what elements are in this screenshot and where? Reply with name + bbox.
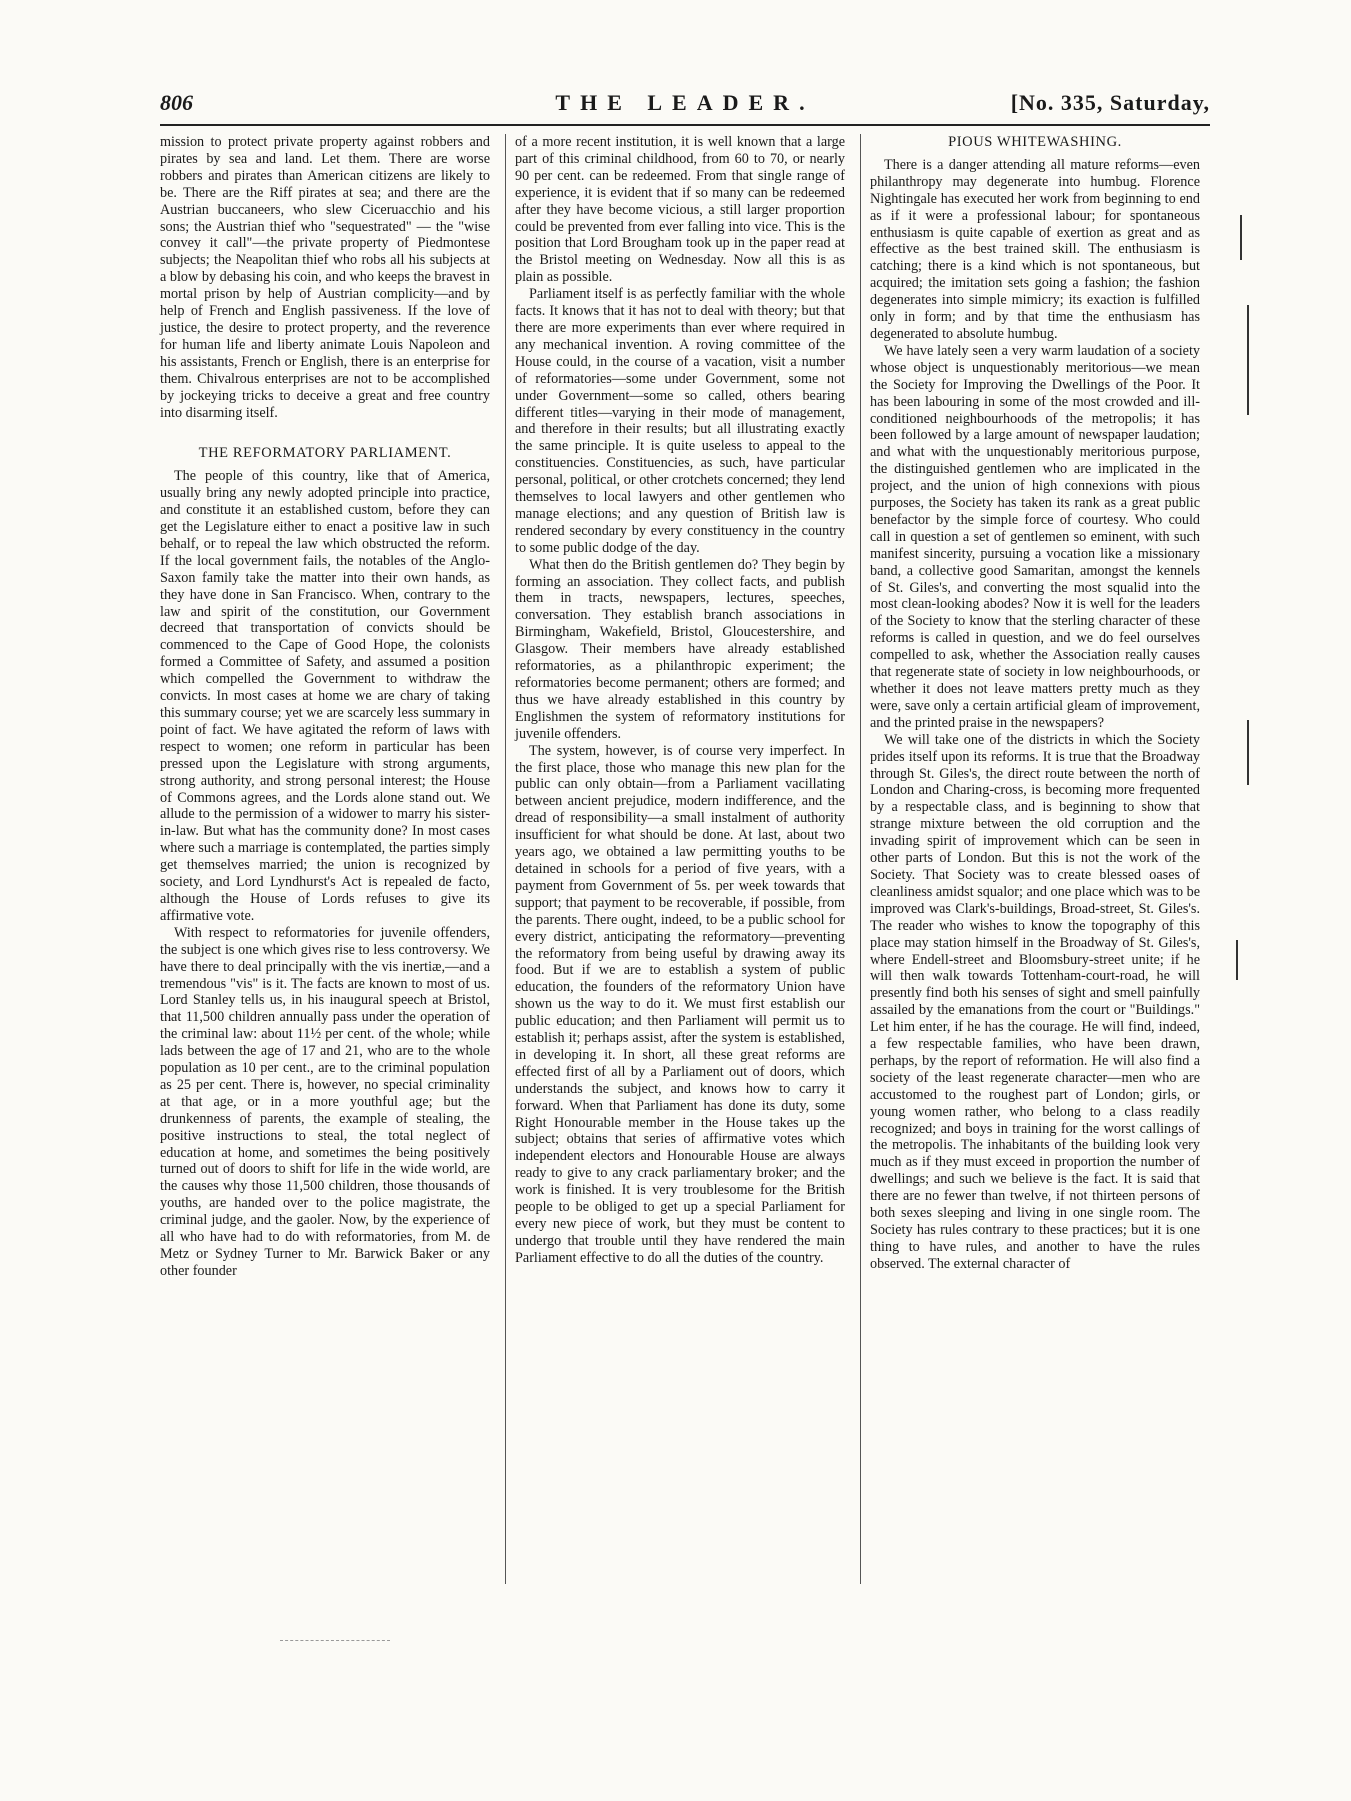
column-3 (870, 134, 1200, 1273)
column-2 (515, 134, 845, 1267)
article-paragraph: There is a danger attending all mature reforms—even philanthropy may degenerate into humbug. Florence Nightingale has executed her work from beginning to end as if it were a professional labour; for spontaneous enthusiasm is quite capable of exertion as great and as effective as the best trained skill. The enthusiasm is catching; there is a kind which is not spontaneous, but acquired; the imitation sets going a fashion; the fashion degenerates into simple mimicry; its exaction is fulfilled only in form; and by that time the enthusiasm has degenerated to absolute humbug. (870, 156, 1200, 342)
article-paragraph: We have lately seen a very warm laudation of a society whose object is unquestionably meritorious—we mean the Society for Improving the Dwellings of the Poor. It has been labouring in some of the most crowded and ill-conditioned neighbourhoods of the metropolis; it has been followed by a large amount of newspaper laudation; and what with the unquestionably meritorious purpose, the distinguished gentlemen who are implicated in the project, and the union of high connexions with pious purposes, the Society has taken its rank as a great public benefactor by the simple force of courtesy. Who could call in question a set of gentlemen so eminent, with such manifest sincerity, pursuing a vocation like a missionary band, a collective good Samaritan, amongst the kennels of St. Giles's, and converting the most squalid into the most clean-looking abodes? Now it is well for the leaders of the Society to know that the sterling character of these reforms is called in question, and we do feel ourselves compelled to ask, whether the Association really causes that regenerate state of society in low neighbourhoods, or whether it does not leave matters pretty much as they were, save only a certain artificial gleam of improvement, and the printed praise in the newspapers? (870, 342, 1200, 731)
page-header (160, 90, 1210, 126)
article-paragraph: With respect to reformatories for juvenile offenders, the subject is one which gives rise to less controversy. We have there to deal principally with the vis inertiæ,—and a tremendous "vis" is it. The facts are known to most of us. Lord Stanley tells us, in his inaugural speech at Bristol, that 11,500 children annually pass under the operation of the criminal law: about 11½ per cent. of the whole; while lads between the age of 17 and 21, who are to the whole population as 10 per cent., are to the criminal population as 25 per cent. There is, however, no special criminality at that age, or in a more youthful age; but the drunkenness of parents, the example of stealing, the positive instructions to steal, the total neglect of education at home, and sometimes the being positively turned out of doors to shift for life in the wide world, are the causes why those 11,500 children, those thousands of youths, are handed over to the police magistrate, the criminal judge, and the gaoler. Now, by the experience of all who have had to do with reformatories, from M. de Metz or Sydney Turner to Mr. Barwick Baker or any other founder (160, 924, 490, 1279)
margin-mark (1247, 720, 1249, 785)
article-paragraph: We will take one of the districts in which the Society prides itself upon its reforms. It is true that the Broadway through St. Giles's, the direct route between the north of London and Charing-cross, is becoming more frequented by a respectable class, and is beginning to show that strange mixture between the old corruption and the invading spirit of improvement which can be seen in other parts of London. But this is not the work of the Society. That Society was to create blessed oases of cleanliness amidst squalor; and one place which was to be improved was Clark's-buildings, Broad-street, St. Giles's. The reader who wishes to know the topography of this place may station himself in the Broadway of St. Giles's, where Endell-street and Bloomsbury-street unite; if he will then walk towards Tottenham-court-road, he will presently find both his senses of sight and smell painfully assailed by the emanations from the court or "Buildings." Let him enter, if he has the courage. He will find, indeed, a few respectable families, who have been drawn, perhaps, by the report of reformation. He will also find a society of the least regenerate character—men who are accustomed to the roughest part of London; girls, or young women rather, who belong to a class readily recognized; and boys in training for the worst callings of the metropolis. The inhabitants of the building look very much as if they must exceed in proportion the number of dwellings; and such we believe is the fact. It is said that there are no fewer than twelve, if not thirteen persons of both sexes sleeping and living in one single room. The Society has rules contrary to these practices; but it is one thing to have rules, and another to have the rules observed. The external character of (870, 731, 1200, 1272)
article-paragraph: mission to protect private property against robbers and pirates by sea and land. Let them. There are worse robbers and pirates than American citizens are likely to be. There are the Riff pirates at sea; and there are the Austrian buccaneers, who slew Ciceruacchio and his sons; the Austrian thief who "sequestrated" — the "wise convey it call"—the private property of Piedmontese subjects; the Neapolitan thief who robs all his subjects at a blow by debasing his coin, and who keeps the bravest in mortal prison by help of Austrian complicity—and by help of French and English passiveness. If the love of justice, the desire to protect property, and the reverence for human life and liberty animate Louis Napoleon and his assistants, French or English, there is an enterprise for them. Chivalrous enterprises are not to be accomplished by jockeying tricks to deceive a great and free country into disarming itself. (160, 134, 490, 421)
margin-mark (1247, 305, 1249, 415)
page-number: 806 (160, 90, 193, 115)
column-1 (160, 134, 490, 1280)
margin-mark (1240, 215, 1242, 260)
article-heading: PIOUS WHITEWASHING. (948, 134, 1122, 150)
article-paragraph: What then do the British gentlemen do? They begin by forming an association. They collect facts, and publish them in tracts, newspapers, lectures, speeches, conversation. They establish branch associations in Birmingham, Wakefield, Bristol, Gloucestershire, and Glasgow. Their members have already established reformatories, as a philanthropic experiment; the reformatories become permanent; others are formed; and thus we have already established in this country by Englishmen the system of reformatory institutions for juvenile offenders. (515, 556, 845, 742)
article-paragraph: The system, however, is of course very imperfect. In the first place, those who manage this new plan for the public can only obtain—from a Parliament vacillating between ancient prejudice, modern indifference, and the dread of responsibility—a small instalment of authority insufficient for what should be done. At last, about two years ago, we obtained a law permitting youths to be detained in schools for a period of five years, with a payment from Government of 5s. per week towards that support; that payment to be recoverable, if possible, from the parents. There ought, indeed, to be a public school for every district, anticipating the reformatory—preventing the reformatory from being useful by drawing away its food. But if we are to establish a system of public education, the founders of the reformatory Union have shown us the way to do it. We must first establish our public education; and then Parliament will permit us to establish it; perhaps assist, after the system is established, in developing it. In short, all these great reforms are effected first of all by a Parliament out of doors, which understands the subject, and knows how to carry it forward. When that Parliament has done its duty, some Right Honourable member in the House takes up the subject; obtains that series of affirmative votes which independent electors and Honourable House are always ready to give to any crack parliamentary broker; and the work is finished. It is very troublesome for the British people to be obliged to get up a special Parliament for every new piece of work, but they must be content to undergo that trouble until they have rendered the main Parliament effective to do all the duties of the country. (515, 742, 845, 1266)
article-heading: THE REFORMATORY PARLIAMENT. (198, 445, 452, 462)
column-divider (860, 134, 861, 1584)
article-paragraph: The people of this country, like that of America, usually bring any newly adopted principle into practice, and constitute it an established custom, before they can get the Legislature either to enact a positive law in such behalf, or to repeal the law which obstructed the reform. If the local government fails, the notables of the Anglo-Saxon family take the matter into their own hands, as they have done in San Francisco. When, contrary to the law and spirit of the constitution, our Government decreed that transportation of convicts should be commenced to the Cape of Good Hope, the colonists formed a Committee of Safety, and assumed a position which compelled the Government to withdraw the convicts. In most cases at home we are chary of taking this summary course; yet we are scarcely less summary in point of fact. We have agitated the reform of laws with respect to women; one reform in particular has been pressed upon the Legislature with strong arguments, strong authority, and strong personal interest; the House of Commons agrees, and the Lords alone stand out. We allude to the permission of a widower to marry his sister-in-law. But what has the community done? In most cases where such a marriage is contemplated, the parties simply get themselves married; the union is recognized by society, and Lord Lyndhurst's Act is repealed de facto, although the House of Lords refuses to give its affirmative vote. (160, 468, 490, 924)
print-smudge (280, 1640, 390, 1641)
header-rule (160, 124, 1210, 126)
article-paragraph: of a more recent institution, it is well known that a large part of this criminal childhood, from 60 to 70, or nearly 90 per cent. can be redeemed. From that single range of experience, it is evident that if so many can be redeemed after they have become vicious, a still larger proportion could be prevented from ever falling into vice. This is the position that Lord Brougham took up in the paper read at the Bristol meeting on Wednesday. Now all this is as plain as possible. (515, 134, 845, 286)
column-divider (505, 134, 506, 1584)
issue-info: [No. 335, Saturday, (1010, 90, 1210, 115)
margin-mark (1236, 940, 1238, 980)
masthead: THE LEADER. (555, 90, 815, 115)
article-paragraph: Parliament itself is as perfectly familiar with the whole facts. It knows that it has not to deal with theory; but that there are more experiments than ever where required in any mechanical invention. A roving committee of the House could, in the course of a vacation, visit a number of reformatories—some under Government, some not under Government—some so called, others bearing different titles—varying in their mode of management, and therefore in their results; but all illustrating exactly the same principle. It is quite useless to appeal to the constituencies. Constituencies, as such, have particular personal, political, or other crotchets concerned; they lend themselves to local lawyers and other gentlemen who manage elections; and any question of British law is rendered secondary by every constituency in the country to some public dodge of the day. (515, 286, 845, 556)
